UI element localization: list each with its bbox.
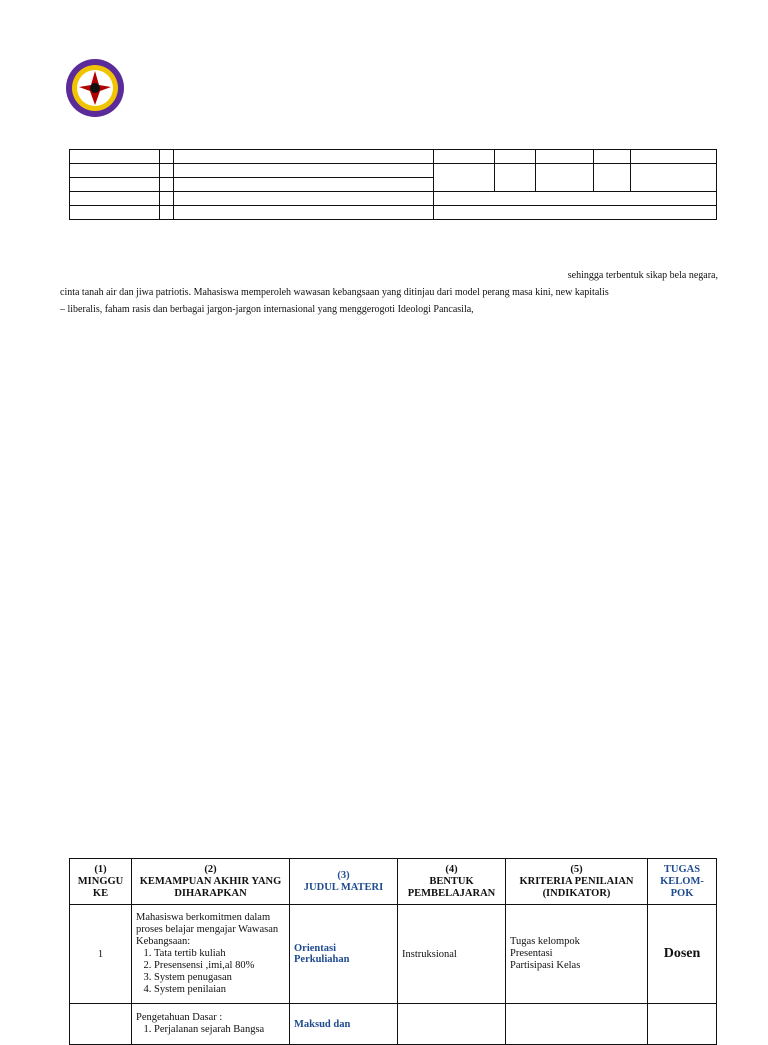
criteria-item: Partisipasi Kelas	[510, 960, 581, 971]
header-cell	[70, 178, 160, 192]
header-cell	[434, 164, 495, 192]
header-cell	[536, 150, 594, 164]
ability-item: 1. Perjalanan sejarah Bangsa	[154, 1024, 285, 1036]
column-header-criteria: (5) KRITERIA PENILAIAN (INDIKATOR)	[506, 859, 648, 905]
column-header-form: (4) BENTUK PEMBELAJARAN	[398, 859, 506, 905]
criteria-item: Tugas kelompok	[510, 936, 580, 947]
header-cell	[160, 206, 174, 220]
column-header-ability: (2) KEMAMPUAN AKHIR YANG DIHARAPKAN	[132, 859, 290, 905]
ability-item: 3. System penugasan	[154, 972, 285, 984]
header-cell	[160, 178, 174, 192]
column-header-week: (1) MINGGU KE	[70, 859, 132, 905]
course-info-table	[69, 149, 717, 220]
ability-list	[136, 1024, 285, 1036]
lesson-plan-table	[69, 858, 717, 1045]
header-cell	[174, 150, 434, 164]
topic-cell: Maksud dan	[290, 1004, 398, 1045]
header-cell	[160, 192, 174, 206]
header-cell	[174, 206, 434, 220]
header-cell	[434, 150, 495, 164]
topic-cell: Orientasi Perkuliahan	[290, 905, 398, 1004]
header-cell	[70, 150, 160, 164]
ability-cell	[132, 1004, 290, 1045]
header-cell	[160, 164, 174, 178]
header-cell	[631, 164, 717, 192]
university-logo	[64, 57, 126, 119]
header-cell	[434, 192, 717, 206]
task-cell: Dosen	[648, 905, 717, 1004]
ability-item: 4. System penilaian	[154, 984, 285, 996]
description-line-1: sehingga terbentuk sikap bela negara,	[567, 270, 718, 281]
column-header-topic: (3) JUDUL MATERI	[290, 859, 398, 905]
description-line-2: cinta tanah air dan jiwa patriotis. Mahasiswa memperoleh wawasan kebangsaan yang ditinjau dari model perang masa kini, new kapitalis	[60, 287, 609, 298]
ability-list	[136, 948, 285, 996]
column-header-task: TUGAS KELOM-POK	[648, 859, 717, 905]
table-row	[70, 1004, 717, 1045]
criteria-item: Presentasi	[510, 948, 553, 959]
description-line-3: – liberalis, faham rasis dan berbagai jargon-jargon internasional yang menggerogoti Ideologi Pancasila,	[60, 304, 474, 315]
university-seal-icon	[64, 57, 126, 119]
ability-item: 2. Presensensi ,imi,al 80%	[154, 960, 285, 972]
header-cell	[495, 150, 536, 164]
criteria-cell	[506, 905, 648, 1004]
header-cell	[631, 150, 717, 164]
header-cell	[174, 178, 434, 192]
header-cell	[594, 164, 631, 192]
week-cell	[70, 1004, 132, 1045]
ability-intro: Pengetahuan Dasar :	[136, 1012, 223, 1023]
header-cell	[174, 164, 434, 178]
task-cell	[648, 1004, 717, 1045]
week-cell: 1	[70, 905, 132, 1004]
ability-intro: Mahasiswa berkomitmen dalam proses belajar mengajar Wawasan Kebangsaan:	[136, 912, 279, 947]
criteria-cell	[506, 1004, 648, 1045]
ability-item: 1. Tata tertib kuliah	[154, 948, 285, 960]
header-cell	[70, 164, 160, 178]
header-cell	[70, 206, 160, 220]
table-row	[70, 905, 717, 1004]
course-description	[60, 267, 718, 318]
header-cell	[174, 192, 434, 206]
form-cell: Instruksional	[398, 905, 506, 1004]
header-cell	[594, 150, 631, 164]
header-cell	[434, 206, 717, 220]
header-cell	[160, 150, 174, 164]
form-cell	[398, 1004, 506, 1045]
header-cell	[536, 164, 594, 192]
ability-cell	[132, 905, 290, 1004]
header-cell	[495, 164, 536, 192]
header-cell	[70, 192, 160, 206]
